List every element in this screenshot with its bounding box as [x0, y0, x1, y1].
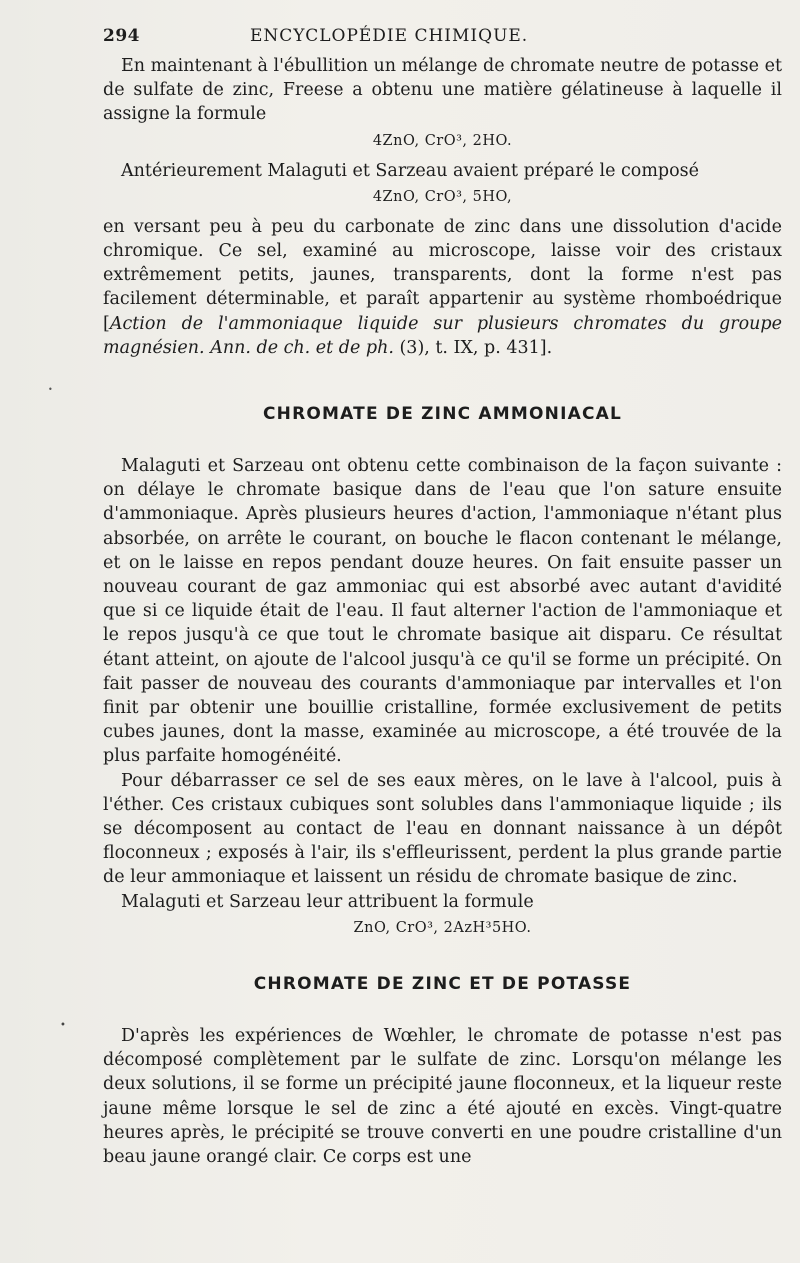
formula-ammoniacal: ZnO, CrO³, 2AzH³5HO.	[353, 919, 532, 936]
intro-paragraph-2: Antérieurement Malaguti et Sarzeau avaient préparé le composé	[121, 160, 699, 181]
page-number: 294	[103, 26, 140, 46]
intro-paragraph-1: En maintenant à l'ébullition un mélange de chromate neutre de potasse et de sulfate de zinc, Freese a obtenu une matière gélatineuse à laquelle il assigne la formule	[103, 56, 782, 125]
section2-paragraph-1: D'après les expériences de Wœhler, le chromate de potasse n'est pas décomposé complètement par le sulfate de zinc. Lorsqu'on mélange les deux solutions, il se forme un précipité jaune floconneux, et la liqueur reste jaune même lorsque le sel de zinc a été ajouté en excès. Vingt-quatre heures après, le précipité se trouve converti en une poudre cristalline d'un beau jaune orangé clair. Ce corps est une	[103, 1025, 782, 1167]
section-title-zinc-ammoniacal: CHROMATE DE ZINC AMMONIACAL	[262, 404, 623, 425]
section1-paragraph-1: Malaguti et Sarzeau ont obtenu cette combinaison de la façon suivante : on délaye le chromate basique dans de l'eau que l'on sature ensuite d'ammoniaque. Après plusieurs heures d'action, l'ammoniaque n'étant plus absorbée, on arrête le courant, on bouche le flacon contenant le mélange, et on le laisse en repos pendant douze heures. On fait ensuite passer un nouveau courant de gaz ammoniac qui est absorbé avec autant d'avidité que si ce liquide était de l'eau. Il faut alterner l'action de l'ammoniaque et le repos jusqu'à ce que tout le chromate basique ait disparu. Ce résultat étant atteint, on ajoute de l'alcool jusqu'à ce qu'il se forme un précipité. On fait passer de nouveau des courants d'ammoniaque par intervalles et l'on finit par obtenir une bouillie cristalline, formée exclusivement de petits cubes jaunes, dont la masse, examinée au microscope, a été trouvée de la plus parfaite homogénéité.	[103, 456, 782, 767]
formula-freese: 4ZnO, CrO³, 2HO.	[372, 132, 513, 149]
margin-mark-small: •	[48, 385, 53, 394]
intro-paragraph-3-text: en versant peu à peu du carbonate de zinc dans une dissolution d'acide chromique. Ce sel, examiné au microscope, laisse voir des cristaux extrêmement petits, jaunes, transparents, dont la forme n'est pas facilement déterminable, et paraît appartenir au système rhomboédrique [	[103, 216, 782, 334]
citation-ref: (3), t. IX, p. 431].	[393, 337, 553, 358]
section1-paragraph-3: Malaguti et Sarzeau leur attribuent la formule	[121, 891, 534, 912]
section-title-zinc-potasse: CHROMATE DE ZINC ET DE POTASSE	[253, 973, 632, 994]
section1-paragraph-2: Pour débarrasser ce sel de ses eaux mères, on le lave à l'alcool, puis à l'éther. Ces cristaux cubiques sont solubles dans l'ammoniaque liquide ; ils se décomposent au contact de l'eau en donnant naissance à un dépôt floconneux ; exposés à l'air, ils s'effleurissent, perdent la plus grande partie de leur ammoniaque et laissent un résidu de chromate basique de zinc.	[103, 770, 782, 888]
formula-malaguti: 4ZnO, CrO³, 5HO,	[372, 188, 513, 205]
margin-mark: •	[60, 1020, 66, 1031]
page-header	[103, 26, 782, 46]
running-title: ENCYCLOPÉDIE CHIMIQUE.	[250, 26, 529, 46]
citation: Action de l'ammoniaque liquide sur plusieurs chromates du groupe magnésien. Ann. de ch. et de ph.	[103, 313, 782, 358]
intro-paragraph-3	[103, 215, 782, 360]
